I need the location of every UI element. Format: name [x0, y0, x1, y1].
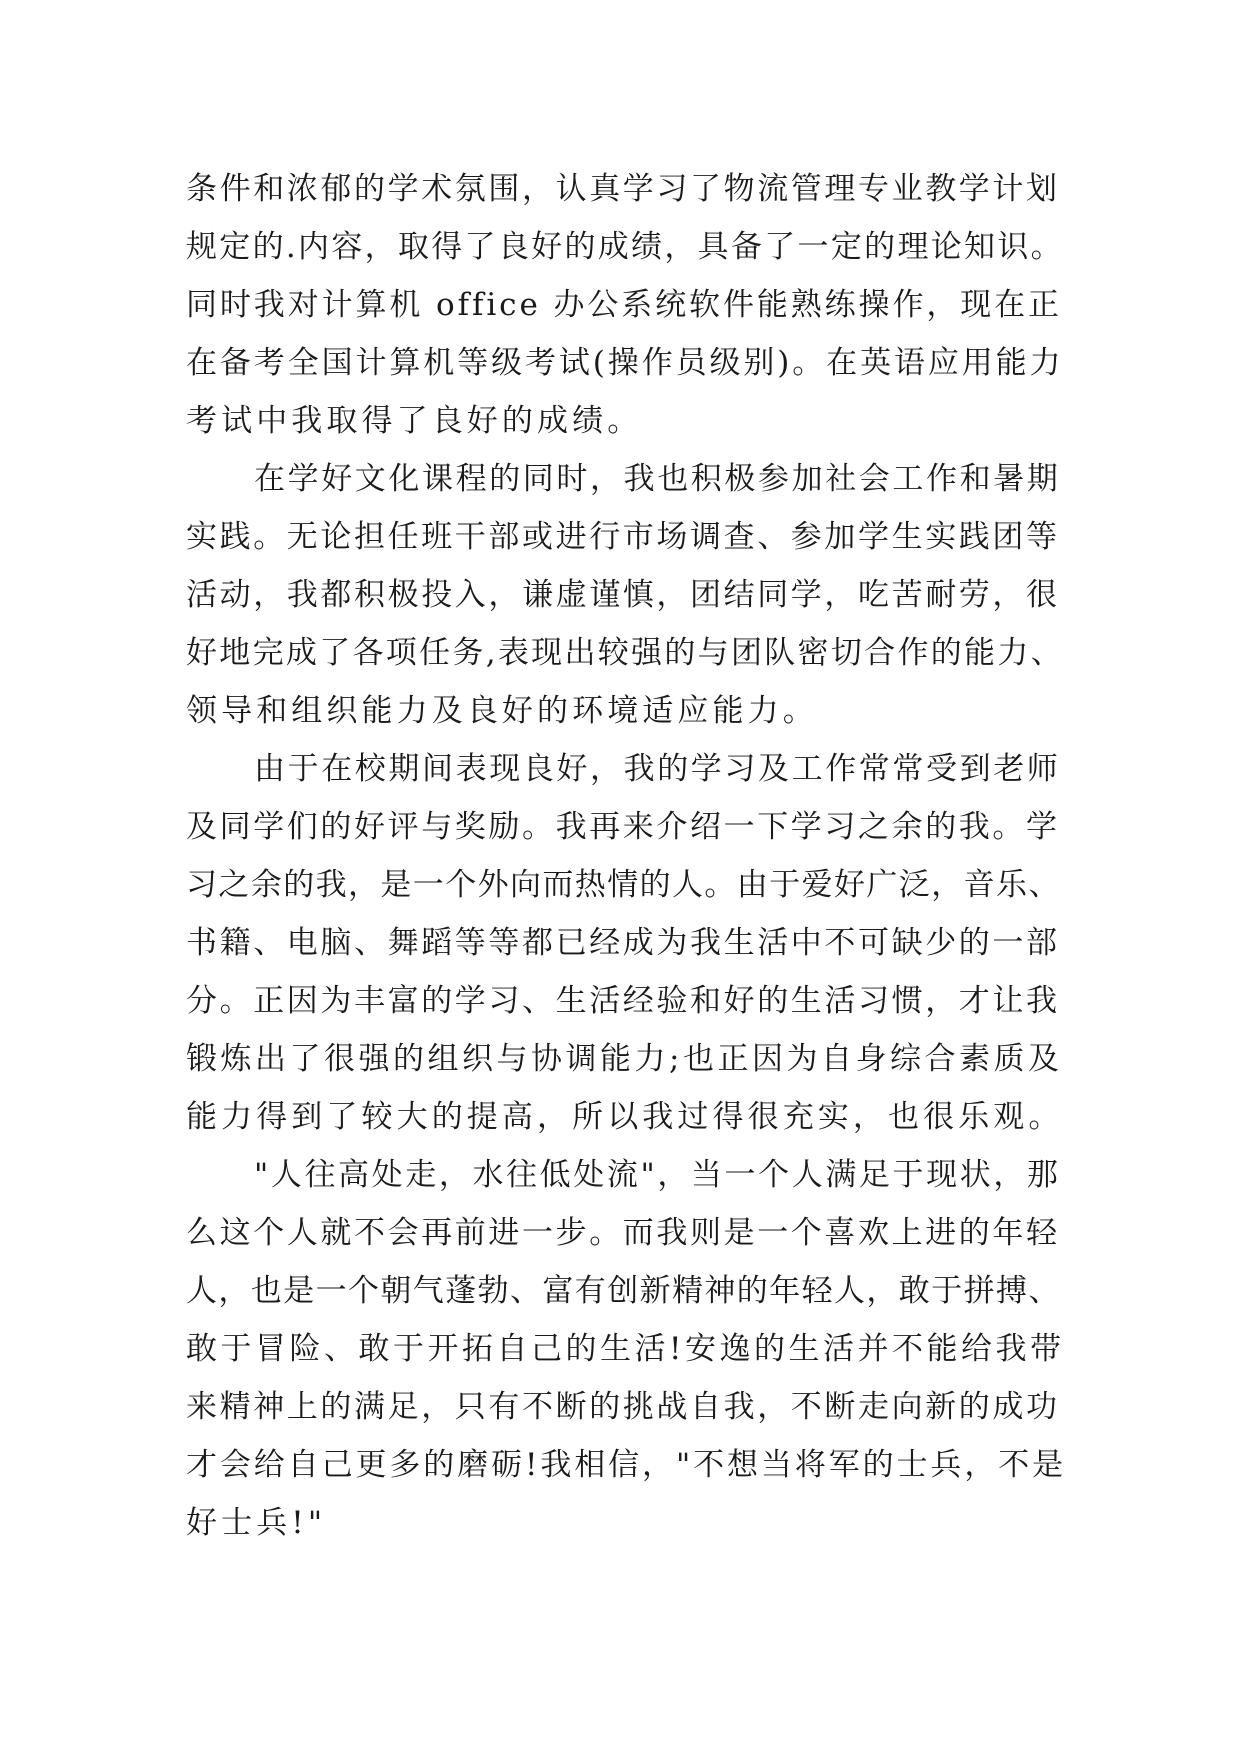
document-body — [186, 160, 1066, 1552]
text-line: 人，也是一个朝气蓬勃、富有创新精神的年轻人，敢于拼搏、 — [186, 1273, 1061, 1309]
text-line: 好士兵!" — [186, 1505, 327, 1541]
paragraph-first-line: "人往高处走，水往低处流"，当一个人满足于现状，那 — [254, 1157, 1061, 1193]
paragraph-first-line: 在学好文化课程的同时，我也积极参加社会工作和暑期 — [254, 461, 1061, 497]
text-line: 来精神上的满足，只有不断的挑战自我，不断走向新的成功 — [186, 1389, 1060, 1425]
text-line: 习之余的我，是一个外向而热情的人。由于爱好广泛，音乐、 — [186, 867, 1061, 903]
text-line: 实践。无论担任班干部或进行市场调查、参加学生实践团等 — [186, 519, 1060, 555]
text-line: 分。正因为丰富的学习、生活经验和好的生活习惯，才让我 — [186, 983, 1060, 1019]
text-line: 条件和浓郁的学术氛围，认真学习了物流管理专业教学计划 — [186, 171, 1060, 207]
text-line: 活动，我都积极投入，谦虚谨慎，团结同学，吃苦耐劳，很 — [186, 577, 1060, 613]
text-line: 领导和组织能力及良好的环境适应能力。 — [186, 693, 818, 729]
paragraph-first-line: 由于在校期间表现良好，我的学习及工作常常受到老师 — [254, 751, 1061, 787]
text-line: 才会给自己更多的磨砺!我相信，"不想当将军的士兵，不是 — [186, 1447, 1067, 1483]
text-line: 及同学们的好评与奖励。我再来介绍一下学习之余的我。学 — [186, 809, 1060, 845]
text-line: 么这个人就不会再前进一步。而我则是一个喜欢上进的年轻 — [186, 1215, 1060, 1251]
text-line: 好地完成了各项任务,表现出较强的与团队密切合作的能力、 — [186, 635, 1064, 671]
text-line: 规定的.内容，取得了良好的成绩，具备了一定的理论知识。 — [186, 229, 1064, 265]
text-line: 同时我对计算机 office 办公系统软件能熟练操作，现在正 — [186, 287, 1062, 323]
text-line: 书籍、电脑、舞蹈等等都已经成为我生活中不可缺少的一部 — [186, 925, 1060, 961]
text-line: 锻炼出了很强的组织与协调能力;也正因为自身综合素质及 — [186, 1041, 1063, 1077]
text-line: 在备考全国计算机等级考试(操作员级别)。在英语应用能力 — [186, 345, 1064, 381]
text-line: 能力得到了较大的提高，所以我过得很充实，也很乐观。 — [186, 1099, 1064, 1135]
text-line: 敢于冒险、敢于开拓自己的生活!安逸的生活并不能给我带 — [186, 1331, 1065, 1367]
text-line: 考试中我取得了良好的成绩。 — [186, 403, 643, 439]
